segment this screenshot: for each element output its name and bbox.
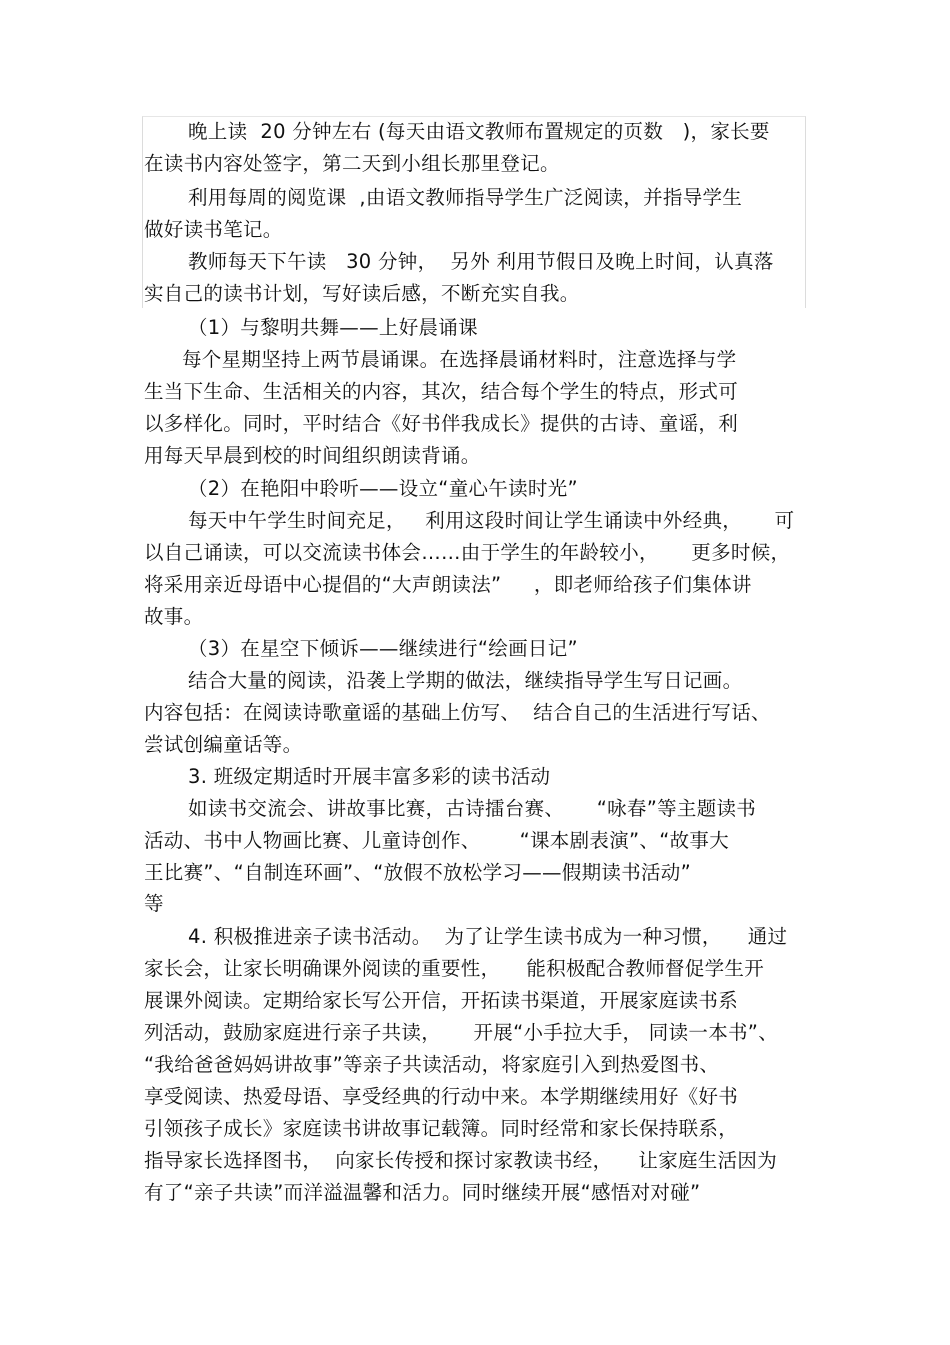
text-line: 故事。: [144, 605, 204, 628]
text-line: 活动、书中人物画比赛、儿童诗创作、 “课本剧表演”、“故事大: [144, 829, 729, 852]
text-line: 王比赛”、“自制连环画”、“放假不放松学习——假期读书活动”: [144, 861, 692, 884]
text-line: 晚上读 20 分钟左右 (每天由语文教师布置规定的页数 )，家长要: [188, 120, 770, 143]
text-line: 如读书交流会、讲故事比赛，古诗擂台赛、 “咏春”等主题读书: [188, 797, 757, 820]
text-line: 生当下生命、生活相关的内容，其次，结合每个学生的特点，形式可: [144, 380, 739, 403]
text-line: 利用每周的阅览课 ,由语文教师指导学生广泛阅读，并指导学生: [188, 186, 743, 209]
text-line: 内容包括：在阅读诗歌童谣的基础上仿写、 结合自己的生活进行写话、: [144, 701, 771, 724]
text-line: 在读书内容处签字，第二天到小组长那里登记。: [144, 152, 560, 175]
text-line: 结合大量的阅读，沿袭上学期的做法，继续指导学生写日记画。: [188, 669, 743, 692]
text-line: 每天中午学生时间充足， 利用这段时间让学生诵读中外经典， 可: [188, 509, 795, 532]
text-line: “我给爸爸妈妈讲故事”等亲子共读活动，将家庭引入到热爱图书、: [144, 1053, 720, 1076]
text-line: 引领孩子成长》家庭读书讲故事记载簿。同时经常和家长保持联系，: [144, 1117, 739, 1140]
text-line: 将采用亲近母语中心提倡的“大声朗读法” ，即老师给孩子们集体讲: [144, 573, 752, 596]
section-heading: （3）在星空下倾诉——继续进行“绘画日记”: [188, 637, 578, 660]
text-line: 指导家长选择图书， 向家长传授和探讨家教读书经， 让家庭生活因为: [144, 1149, 777, 1172]
section-heading: （1）与黎明共舞——上好晨诵课: [188, 316, 478, 339]
section-heading: （2）在艳阳中聆听——设立“童心午读时光”: [188, 477, 578, 500]
text-line: 有了“亲子共读”而洋溢温馨和活力。同时继续开展“感悟对对碰”: [144, 1181, 701, 1204]
text-line: 列活动，鼓励家庭进行亲子共读， 开展“小手拉大手， 同读一本书”、: [144, 1021, 778, 1044]
text-line: 展课外阅读。定期给家长写公开信，开拓读书渠道，开展家庭读书系: [144, 989, 739, 1012]
text-line: 实自己的读书计划，写好读后感，不断充实自我。: [144, 282, 580, 305]
text-line: 每个星期坚持上两节晨诵课。在选择晨诵材料时，注意选择与学: [182, 348, 737, 371]
text-line: 等: [144, 892, 164, 915]
text-line: 享受阅读、热爱母语、享受经典的行动中来。本学期继续用好《好书: [144, 1085, 739, 1108]
text-line: 以自己诵读，可以交流读书体会……由于学生的年龄较小， 更多时候，: [144, 541, 791, 564]
section-heading: 3. 班级定期适时开展丰富多彩的读书活动: [188, 765, 551, 788]
text-line: 用每天早晨到校的时间组织朗读背诵。: [144, 444, 481, 467]
text-line: 做好读书笔记。: [144, 218, 283, 241]
text-line: 教师每天下午读 30 分钟， 另外 利用节假日及晚上时间，认真落: [188, 250, 774, 273]
text-line: 尝试创编童话等。: [144, 733, 303, 756]
section-heading: 4. 积极推进亲子读书活动。 为了让学生读书成为一种习惯， 通过: [188, 925, 788, 948]
text-line: 以多样化。同时，平时结合《好书伴我成长》提供的古诗、童谣，利: [144, 412, 739, 435]
text-line: 家长会，让家长明确课外阅读的重要性， 能积极配合教师督促学生开: [144, 957, 764, 980]
